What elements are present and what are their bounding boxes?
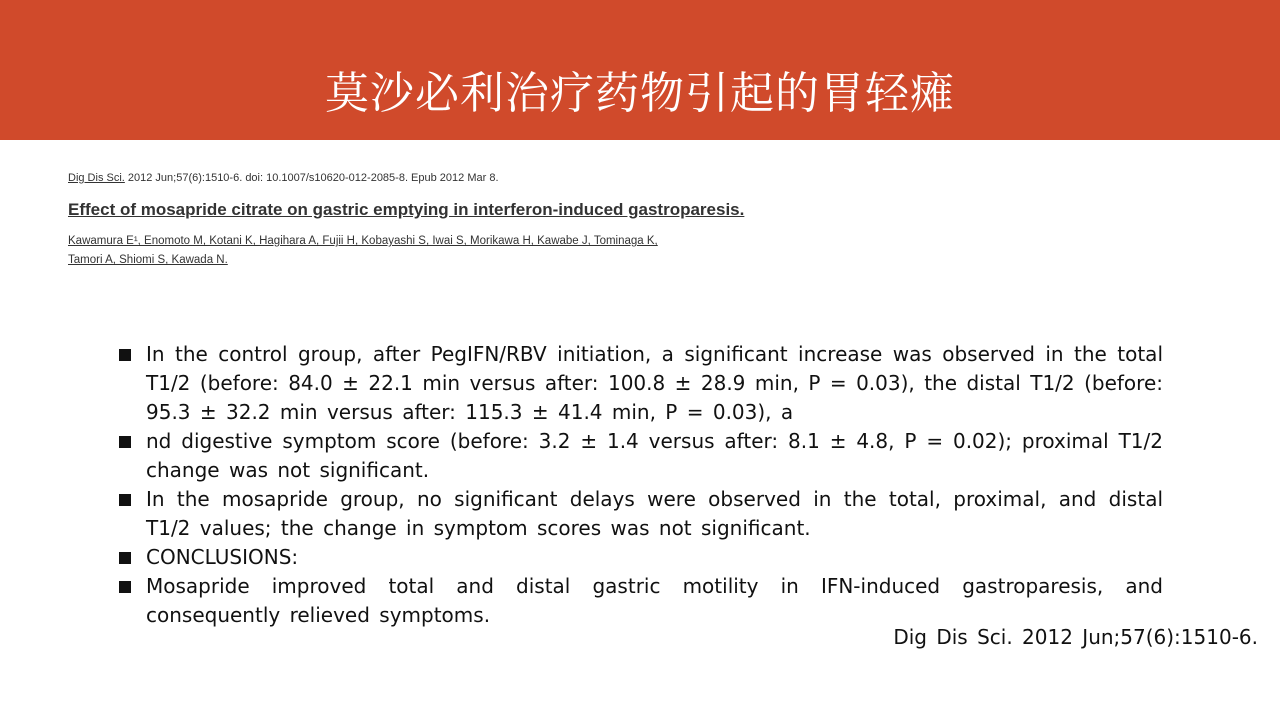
- bullet-item: CONCLUSIONS:: [118, 543, 1163, 572]
- bullet-item: nd digestive symptom score (before: 3.2 ± 1.4 versus after: 8.1 ± 4.8, P = 0.02); proximal T1/2 change was not significant.: [118, 427, 1163, 485]
- authors-line-2[interactable]: Tamori A, Shiomi S, Kawada N.: [68, 254, 228, 266]
- bullet-list: [118, 340, 1163, 630]
- authors-line-1[interactable]: Kawamura E¹, Enomoto M, Kotani K, Hagihara A, Fujii H, Kobayashi S, Iwai S, Morikawa H, Kawabe J, Tominaga K,: [68, 235, 658, 247]
- title-bar: [0, 0, 1280, 140]
- slide-title: 莫沙必利治疗药物引起的胃轻瘫: [325, 68, 955, 119]
- bullet-item: Mosapride improved total and distal gastric motility in IFN-induced gastroparesis, and consequently relieved symptoms.: [118, 572, 1163, 630]
- paper-title[interactable]: Effect of mosapride citrate on gastric emptying in interferon-induced gastroparesis.: [68, 200, 745, 219]
- bullet-item: In the mosapride group, no significant delays were observed in the total, proximal, and distal T1/2 values; the change in symptom scores was not significant.: [118, 485, 1163, 543]
- journal-details: 2012 Jun;57(6):1510-6. doi: 10.1007/s10620-012-2085-8. Epub 2012 Mar 8.: [124, 172, 499, 184]
- authors-list: [68, 232, 788, 270]
- journal-line: [68, 172, 788, 184]
- journal-link[interactable]: Dig Dis Sci.: [68, 172, 125, 184]
- bullet-item: In the control group, after PegIFN/RBV initiation, a significant increase was observed in the total T1/2 (before: 84.0 ± 22.1 min versus after: 100.8 ± 28.9 min, P = 0.03), the distal T1/2 (before: 95.3 ± 32.2 min versus after: 115.3 ± 41.4 min, P = 0.03), a: [118, 340, 1163, 427]
- citation-block: [68, 172, 788, 270]
- footer-citation: Dig Dis Sci. 2012 Jun;57(6):1510-6.: [893, 625, 1258, 649]
